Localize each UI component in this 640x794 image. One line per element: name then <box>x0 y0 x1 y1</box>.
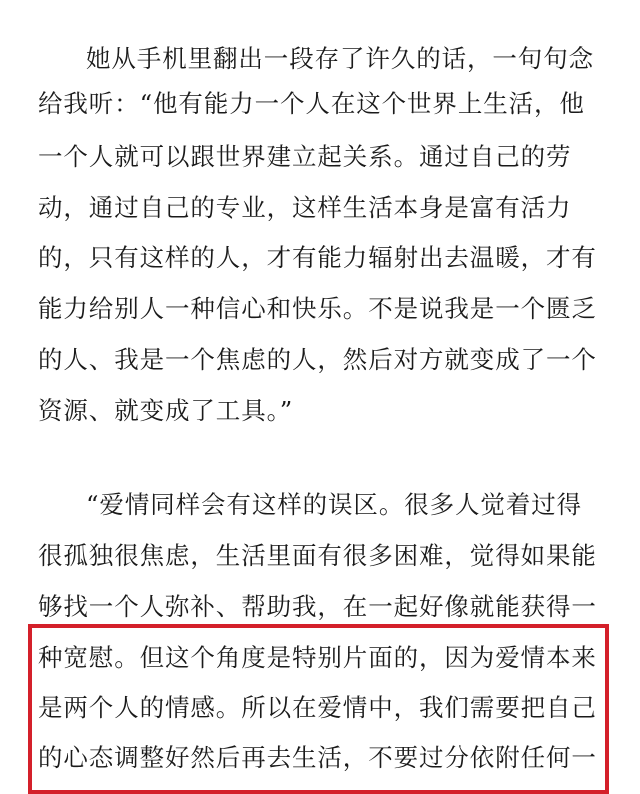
paragraph1-line-6: 能力给别人一种信心和快乐。不是说我是一个匮乏 <box>38 294 597 323</box>
paragraph1-line-7: 的人、我是一个焦虑的人，然后对方就变成了一个 <box>38 345 597 374</box>
paragraph1-line-4: 动，通过自己的专业，这样生活本身是富有活力 <box>38 193 572 222</box>
paragraph2-line-3: 够找一个人弥补、帮助我，在一起好像就能获得一 <box>38 592 597 621</box>
paragraph1-line-8: 资源、就变成了工具。” <box>38 396 294 425</box>
paragraph2-line-1: “爱情同样会有这样的误区。很多人觉着过得 <box>86 490 583 519</box>
paragraph2-line-2: 很孤独很焦虑，生活里面有很多困难，觉得如果能 <box>38 541 597 570</box>
paragraph2-line-4: 种宽慰。但这个角度是特别片面的，因为爱情本来 <box>38 643 597 672</box>
paragraph1-line-5: 的，只有这样的人，才有能力辐射出去温暖，才有 <box>38 243 597 272</box>
highlight-box <box>28 624 609 794</box>
paragraph1-line-1: 她从手机里翻出一段存了许久的话，一句句念 <box>86 44 594 73</box>
paragraph2-line-6: 的心态调整好然后再去生活，不要过分依附任何一 <box>38 743 597 772</box>
paragraph1-line-3: 一个人就可以跟世界建立起关系。通过自己的劳 <box>38 142 572 171</box>
paragraph1-line-2: 给我听：“他有能力一个人在这个世界上生活，他 <box>38 89 585 118</box>
paragraph2-line-5: 是两个人的情感。所以在爱情中，我们需要把自己 <box>38 693 597 722</box>
